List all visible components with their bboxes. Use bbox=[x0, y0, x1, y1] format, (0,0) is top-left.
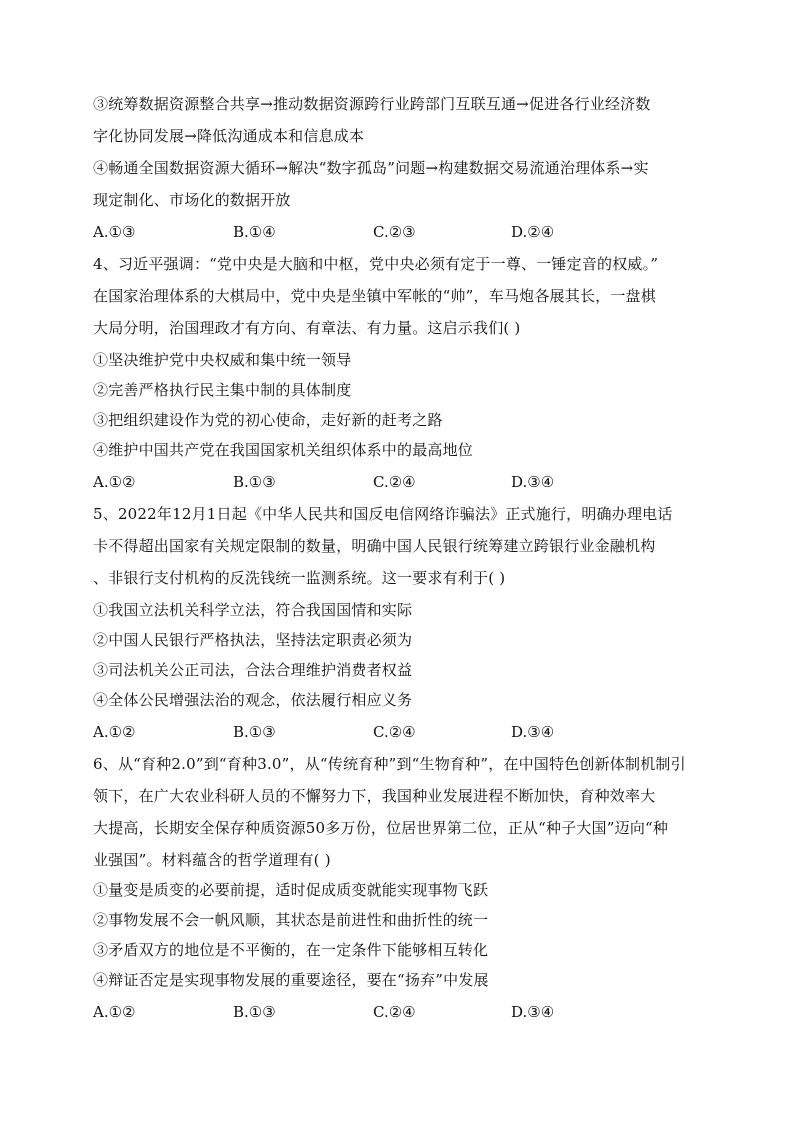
option-a: A.①③ bbox=[93, 223, 136, 241]
statement-item: ④维护中国共产党在我国国家机关组织体系中的最高地位 bbox=[93, 441, 474, 459]
question-stem-line: 5、2022年12月1日起《中华人民共和国反电信网络诈骗法》正式施行，明确办理电话 bbox=[93, 505, 673, 523]
question-line: ④畅通全国数据资源大循环→解决“数字孤岛”问题→构建数据交易流通治理体系→实 bbox=[93, 159, 649, 177]
statement-item: ④辩证否定是实现事物发展的重要途径，要在“扬弃”中发展 bbox=[93, 971, 489, 989]
statement-item: ④全体公民增强法治的观念，依法履行相应义务 bbox=[93, 691, 413, 709]
option-c: C.②④ bbox=[373, 723, 416, 741]
statement-item: ①坚决维护党中央权威和集中统一领导 bbox=[93, 351, 352, 369]
option-b: B.①③ bbox=[233, 1003, 276, 1021]
question-stem-line: 领下，在广大农业科研人员的不懈努力下，我国种业发展进程不断加快，育种效率大 bbox=[93, 787, 656, 805]
option-b: B.①③ bbox=[233, 473, 276, 491]
statement-item: ②事物发展不会一帆风顺，其状态是前进性和曲折性的统一 bbox=[93, 911, 489, 929]
question-stem-line: 在国家治理体系的大棋局中，党中央是坐镇中军帐的“帅”，车马炮各展其长，一盘棋 bbox=[93, 287, 656, 305]
question-stem-line: 、非银行支付机构的反洗钱统一监测系统。这一要求有利于( ) bbox=[93, 569, 506, 587]
question-stem-line: 6、从“育种2.0”到“育种3.0”，从“传统育种”到“生物育种”，在中国特色创新体制机制引 bbox=[93, 755, 686, 773]
question-line: 字化协同发展→降低沟通成本和信息成本 bbox=[93, 127, 365, 145]
option-a: A.①② bbox=[93, 1003, 136, 1021]
statement-item: ③矛盾双方的地位是不平衡的，在一定条件下能够相互转化 bbox=[93, 941, 489, 959]
statement-item: ③司法机关公正司法，合法合理维护消费者权益 bbox=[93, 661, 413, 679]
option-a: A.①② bbox=[93, 473, 136, 491]
option-d: D.③④ bbox=[511, 473, 555, 491]
question-line: 现定制化、市场化的数据开放 bbox=[93, 191, 291, 209]
option-b: B.①③ bbox=[233, 723, 276, 741]
statement-item: ①量变是质变的必要前提，适时促成质变就能实现事物飞跃 bbox=[93, 881, 489, 899]
statement-item: ③把组织建设作为党的初心使命，走好新的赶考之路 bbox=[93, 411, 443, 429]
option-d: D.③④ bbox=[511, 1003, 555, 1021]
question-stem-line: 业强国”。材料蕴含的哲学道理有( ) bbox=[93, 851, 331, 869]
question-line: ③统筹数据资源整合共享→推动数据资源跨行业跨部门互联互通→促进各行业经济数 bbox=[93, 95, 651, 113]
option-b: B.①④ bbox=[233, 223, 276, 241]
question-stem-line: 大提高，长期安全保存种质资源50多万份，位居世界第二位，正从“种子大国”迈向“种 bbox=[93, 819, 669, 837]
option-d: D.②④ bbox=[511, 223, 555, 241]
option-a: A.①② bbox=[93, 723, 136, 741]
statement-item: ②完善严格执行民主集中制的具体制度 bbox=[93, 381, 352, 399]
option-c: C.②④ bbox=[373, 1003, 416, 1021]
option-c: C.②④ bbox=[373, 473, 416, 491]
question-stem-line: 大局分明，治国理政才有方向、有章法、有力量。这启示我们( ) bbox=[93, 319, 521, 337]
option-d: D.③④ bbox=[511, 723, 555, 741]
statement-item: ①我国立法机关科学立法，符合我国国情和实际 bbox=[93, 601, 413, 619]
question-stem-line: 4、习近平强调：“党中央是大脑和中枢，党中央必须有定于一尊、一锤定音的权威。” bbox=[93, 255, 659, 273]
statement-item: ②中国人民银行严格执法，坚持法定职责必须为 bbox=[93, 631, 413, 649]
option-c: C.②③ bbox=[373, 223, 416, 241]
question-stem-line: 卡不得超出国家有关规定限制的数量，明确中国人民银行统筹建立跨银行业金融机构 bbox=[93, 537, 656, 555]
